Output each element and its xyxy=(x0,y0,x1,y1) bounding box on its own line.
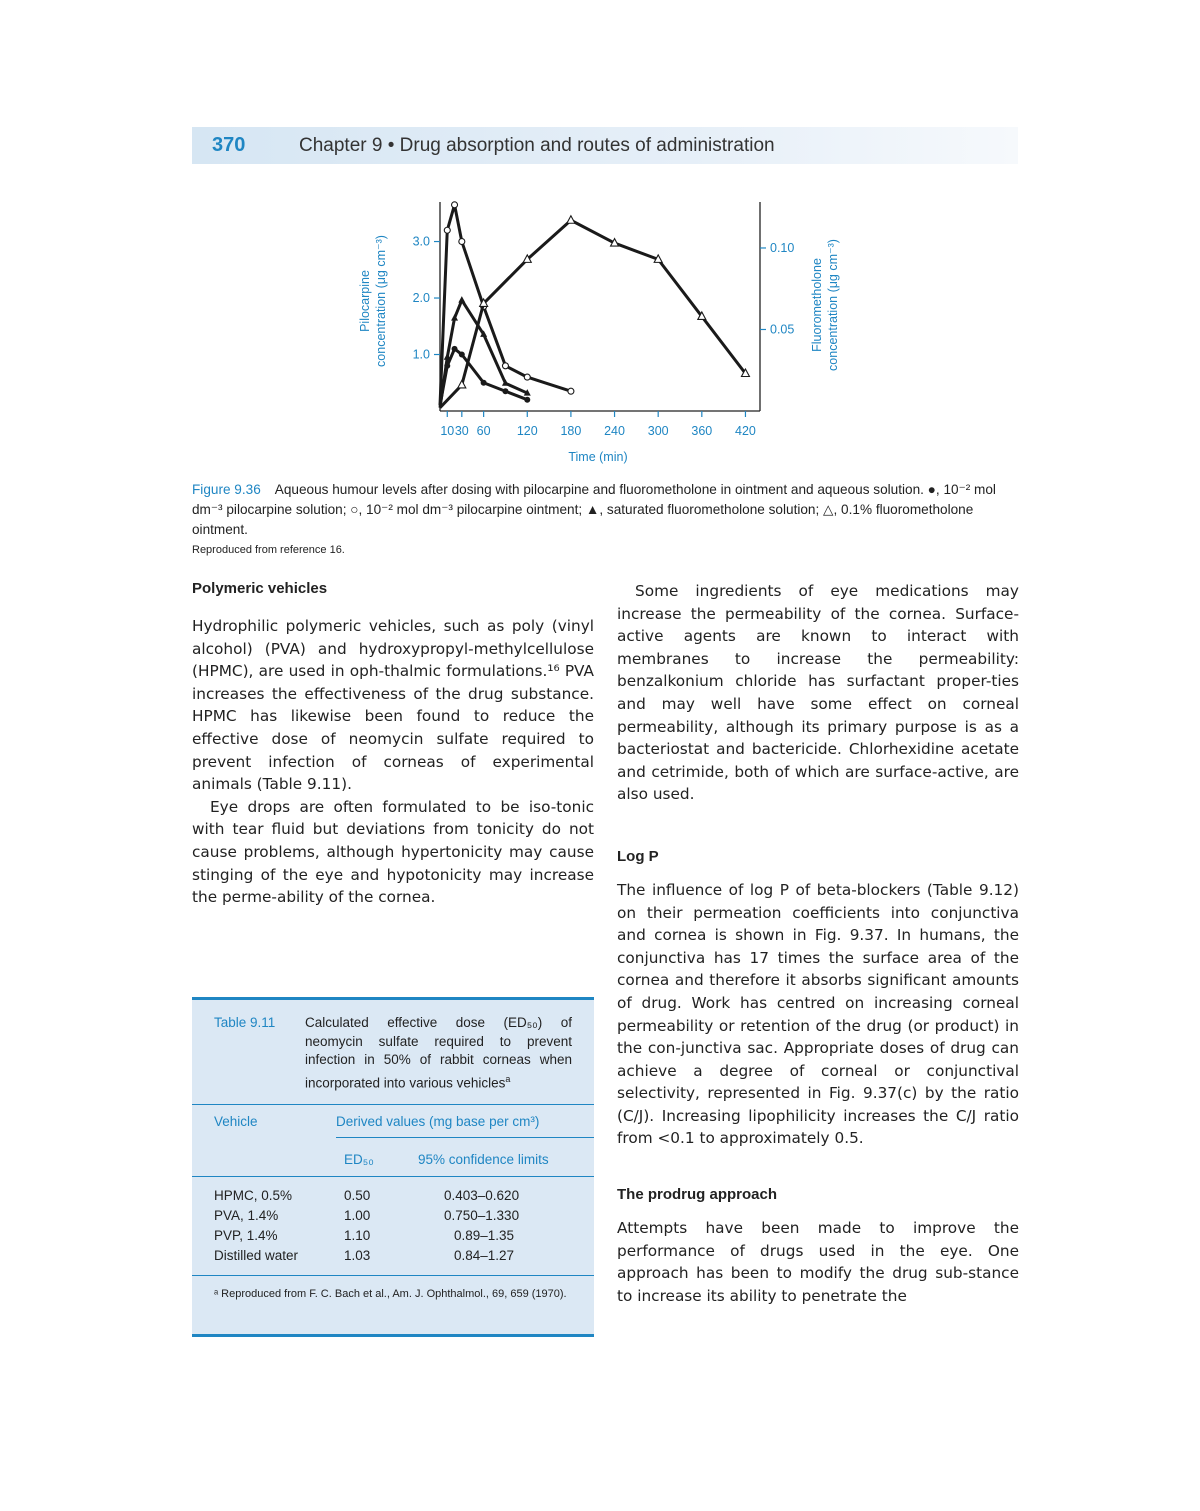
heading-log-p: Log P xyxy=(617,847,659,865)
figure-reproduced-note: Reproduced from reference 16. xyxy=(192,544,345,556)
heading-polymeric-vehicles: Polymeric vehicles xyxy=(192,580,328,597)
col-header-derived: Derived values (mg base per cm³) xyxy=(336,1114,540,1129)
paragraph-polymeric-2: Eye drops are often formulated to be iso-tonic with tear fluid but deviations from tonicity do not cause problems, although hypertonicity may cause stinging of the eye and hypotonicity may increase the perme-ability of the cornea. xyxy=(192,797,594,907)
heading-prodrug-approach: The prodrug approach xyxy=(617,1186,778,1204)
right-tick-label: 0.10 xyxy=(770,240,795,255)
table-rule-top xyxy=(192,1104,594,1105)
table-cell-vehicle: Distilled water xyxy=(214,1248,299,1263)
table-caption-text: Calculated effective dose (ED₅₀) of neomycin sulfate required to prevent infection in 50% of rabbit corneas when incorporated into various vehicles xyxy=(305,1015,572,1090)
right-axis-label-line1: Fluorometholone xyxy=(810,258,824,352)
paragraph-prodrug: Attempts have been made to improve the performance of drugs used in the eye. One approach has been to modify the drug sub-stance to increase its ability to penetrate the xyxy=(617,1219,1019,1305)
paragraph-polymeric-1: Hydrophilic polymeric vehicles, such as poly (vinyl alcohol) (PVA) and hydroxypropyl-methylcellulose (HPMC), are used in oph-thalmic formulations.¹⁶ PVA increases the effectiveness of the drug substance. HPMC has likewise been found to reduce the effective dose of neomycin sulfate required to prevent infection of corneas of experimental animals (Table 9.11). xyxy=(192,617,594,794)
table-rule-mid xyxy=(192,1176,594,1177)
paragraph-log-p: The influence of log P of beta-blockers (Table 9.12) on their permeation coefficients into conjunctiva and cornea is shown in Fig. 9.37. In humans, the conjunctiva has 17 times the surface area of the cornea and therefore it absorbs significant amounts of drug. Work has centred on increasing corneal permeability or retention of the drug (or product) in the con-junctiva sac. Appropriate doses of drug can achieve a degree of corneal or conjunctival selectivity, represented in Fig. 9.37(c) by the ratio (C/J). Increasing lipophilicity increases the C/J ratio from <0.1 to approximately 0.5. xyxy=(617,880,1019,1148)
col-header-vehicle: Vehicle xyxy=(214,1114,258,1129)
table-cell-vehicle: PVP, 1.4% xyxy=(214,1228,278,1243)
table-cell-ed50: 1.03 xyxy=(344,1248,371,1263)
table-caption xyxy=(214,1014,572,1093)
table-label: Table 9.11 xyxy=(214,1015,276,1030)
data-point-open-circle xyxy=(444,227,450,233)
table-cell-ci: 0.84–1.27 xyxy=(454,1248,515,1263)
paragraph-surfactants: Some ingredients of eye medications may increase the permeability of the cornea. Surface-active agents are known to interact with membranes to increase the permeability: benzalkonium chloride has surfactant proper-ties and may well have some effect on corneal permeability, although its primary purpose is as a bacteriostat and bactericide. Chlorhexidine acetate and cetrimide, both of which are surface-active, are also used. xyxy=(617,582,1019,804)
data-point-filled-circle xyxy=(524,397,530,403)
data-point-filled-triangle xyxy=(458,296,465,303)
table-cell-ci: 0.750–1.330 xyxy=(444,1208,520,1223)
data-point-open-triangle xyxy=(458,380,466,388)
table-rule-foot xyxy=(192,1275,594,1276)
x-axis-label: Time (min) xyxy=(568,450,628,464)
data-point-filled-circle xyxy=(502,388,508,394)
figure-9-36-chart xyxy=(340,190,860,470)
table-footnote: ᵃ Reproduced from F. C. Bach et al., Am. J. Ophthalmol., 69, 659 (1970). xyxy=(214,1288,567,1300)
series-line-filled-circle xyxy=(440,349,527,405)
table-9-11 xyxy=(192,997,594,1337)
right-axis-label-line2: concentration (μg cm⁻³) xyxy=(826,239,840,371)
data-point-open-circle xyxy=(502,363,508,369)
table-cell-ed50: 1.10 xyxy=(344,1228,371,1243)
right-column xyxy=(617,580,1019,1307)
data-point-open-circle xyxy=(459,239,465,245)
left-tick-label: 1.0 xyxy=(412,347,430,362)
x-tick-label: 360 xyxy=(691,424,713,438)
table-cell-ed50: 1.00 xyxy=(344,1208,371,1223)
table-cell-vehicle: PVA, 1.4% xyxy=(214,1208,279,1223)
table-cell-ci: 0.403–0.620 xyxy=(444,1188,520,1203)
x-tick-label: 420 xyxy=(735,424,756,438)
figure-caption xyxy=(192,480,1022,558)
table-rule-sub xyxy=(336,1137,594,1138)
data-point-filled-circle xyxy=(481,380,487,386)
x-tick-label: 120 xyxy=(516,424,538,438)
table-caption-footnote-mark: a xyxy=(505,1073,511,1084)
data-point-open-triangle xyxy=(567,216,575,224)
data-point-open-circle xyxy=(524,374,530,380)
figure-caption-text: Aqueous humour levels after dosing with pilocarpine and fluorometholone in ointment and aqueous solution. ●, 10⁻² mol dm⁻³ pilocarpine solution; ○, 10⁻² mol dm⁻³ pilocarpine ointment; ▲, saturated fluorometholone solution; △, 0.1% fluorometholone ointment. xyxy=(192,482,996,537)
x-tick-label: 30 xyxy=(454,424,469,438)
running-header xyxy=(192,127,1018,164)
figure-label: Figure 9.36 xyxy=(192,482,261,497)
data-point-open-circle xyxy=(568,388,574,394)
plot-series xyxy=(440,202,749,408)
col-header-ci: 95% confidence limits xyxy=(418,1152,549,1167)
table-cell-vehicle: HPMC, 0.5% xyxy=(214,1188,293,1203)
left-tick-label: 2.0 xyxy=(412,291,430,306)
left-axis-label-line1: Pilocarpine xyxy=(358,270,372,332)
table-cell-ed50: 0.50 xyxy=(344,1188,371,1203)
x-tick-label: 60 xyxy=(476,424,491,438)
data-point-open-circle xyxy=(452,202,458,208)
table-cell-ci: 0.89–1.35 xyxy=(454,1228,515,1243)
data-point-filled-circle xyxy=(459,352,465,358)
data-point-filled-circle xyxy=(452,346,458,352)
col-header-ed50: ED₅₀ xyxy=(344,1152,374,1167)
chapter-title: Chapter 9 • Drug absorption and routes of administration xyxy=(299,135,775,156)
left-column xyxy=(192,580,594,909)
x-tick-label: 10 xyxy=(440,424,455,438)
right-tick-label: 0.05 xyxy=(770,322,795,337)
x-tick-label: 240 xyxy=(604,424,625,438)
x-tick-label: 300 xyxy=(647,424,669,438)
page-number: 370 xyxy=(212,134,246,156)
x-tick-label: 180 xyxy=(560,424,582,438)
left-tick-label: 3.0 xyxy=(412,234,430,249)
left-axis-label-line2: concentration (μg cm⁻³) xyxy=(374,235,388,367)
